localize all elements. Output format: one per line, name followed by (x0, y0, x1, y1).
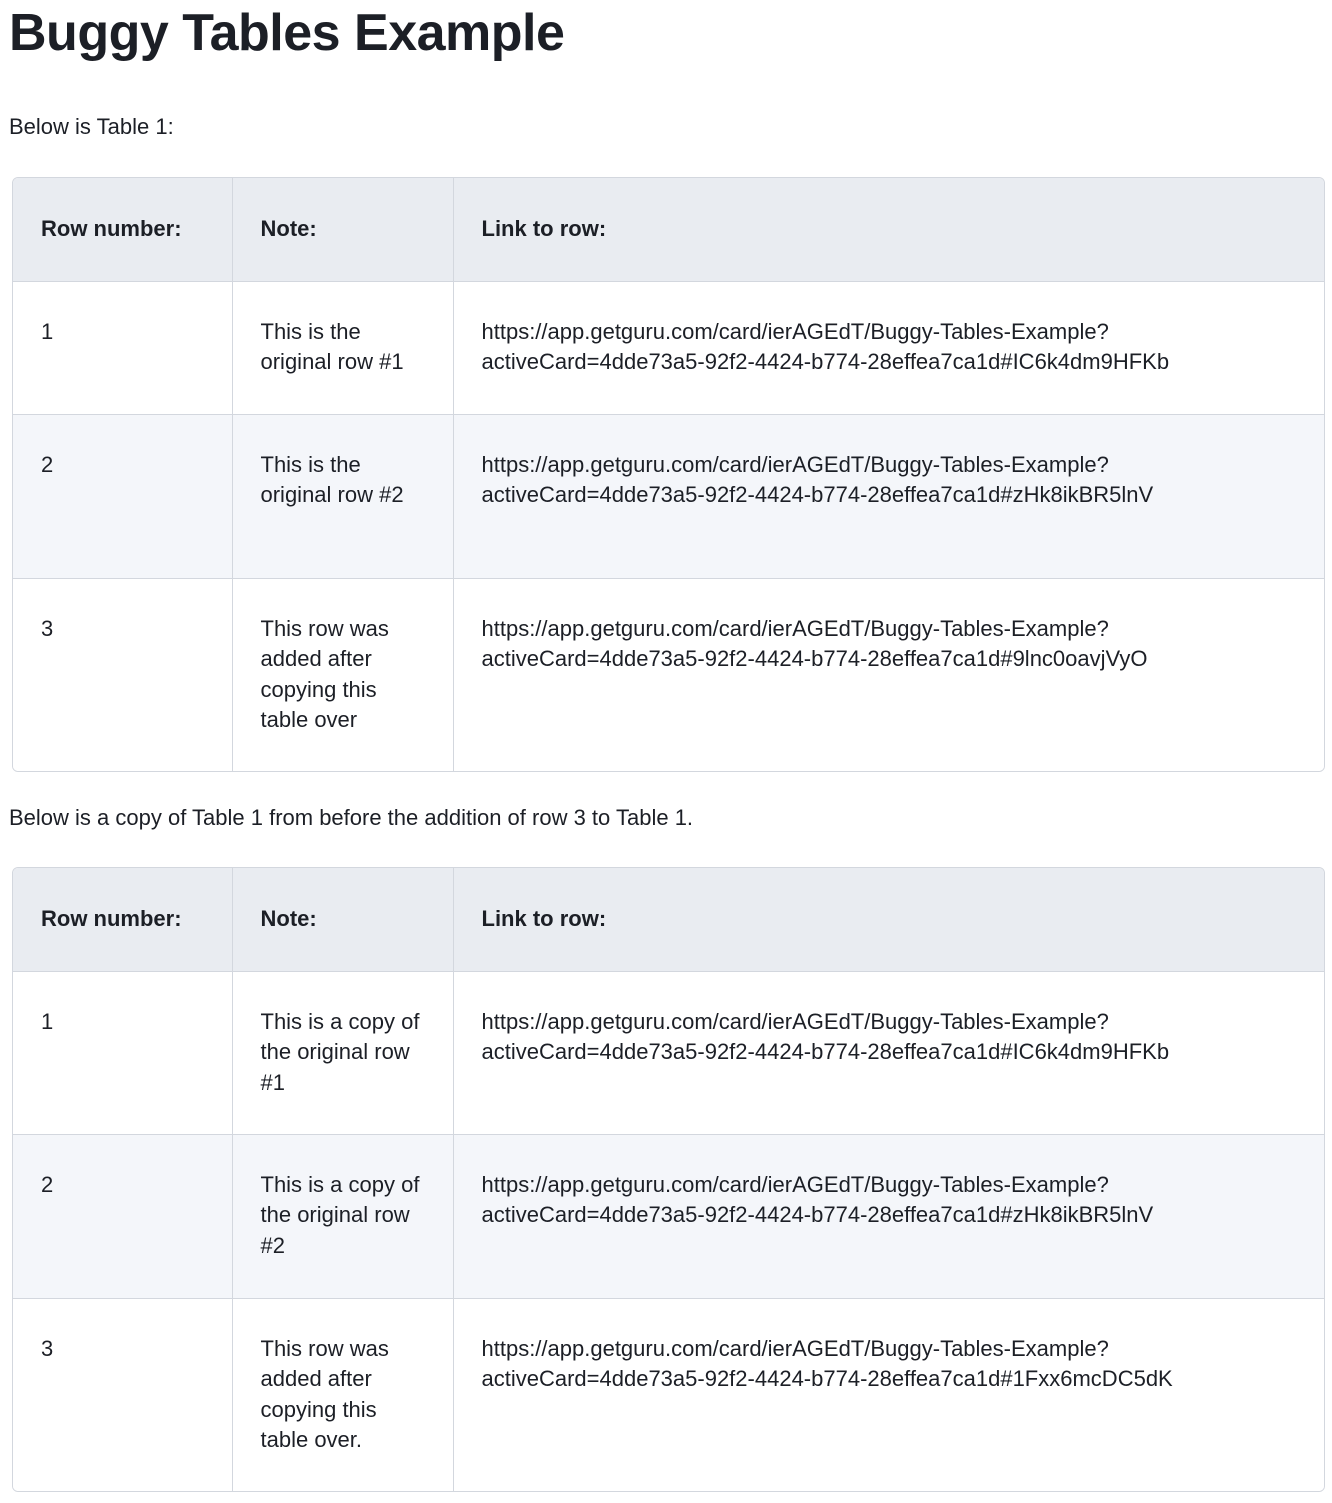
link-line[interactable]: https://app.getguru.com/card/ierAGEdT/Buggy-Tables-Example? (481, 318, 1109, 344)
header-note: Note: (232, 868, 453, 971)
table-1 (12, 177, 1325, 772)
link-line[interactable]: https://app.getguru.com/card/ierAGEdT/Buggy-Tables-Example? (481, 615, 1109, 641)
header-row-number: Row number: (13, 868, 232, 971)
cell-row-number: 2 (13, 414, 232, 578)
cell-link[interactable] (453, 1134, 1324, 1298)
cell-row-number: 2 (13, 1134, 232, 1298)
link-line[interactable]: activeCard=4dde73a5-92f2-4424-b774-28effea7ca1d#IC6k4dm9HFKb (481, 1039, 1170, 1064)
page-title: Buggy Tables Example (9, 4, 565, 62)
table1-intro: Below is Table 1: (9, 114, 174, 139)
cell-link[interactable] (453, 1298, 1324, 1491)
link-line[interactable]: https://app.getguru.com/card/ierAGEdT/Buggy-Tables-Example? (481, 451, 1109, 477)
cell-row-number: 1 (13, 971, 232, 1134)
link-line[interactable]: https://app.getguru.com/card/ierAGEdT/Buggy-Tables-Example? (481, 1008, 1109, 1034)
table-row (13, 414, 1324, 578)
cell-row-number: 1 (13, 281, 232, 414)
link-line[interactable]: activeCard=4dde73a5-92f2-4424-b774-28effea7ca1d#zHk8ikBR5lnV (481, 482, 1154, 507)
cell-row-number: 3 (13, 1298, 232, 1491)
link-line[interactable]: activeCard=4dde73a5-92f2-4424-b774-28effea7ca1d#1Fxx6mcDC5dK (481, 1366, 1173, 1391)
table-header-row (13, 178, 1324, 281)
link-line[interactable]: activeCard=4dde73a5-92f2-4424-b774-28effea7ca1d#9lnc0oavjVyO (481, 646, 1148, 671)
table-row (13, 281, 1324, 414)
cell-note: This row was added after copying this table over. (232, 1298, 453, 1491)
cell-note: This is the original row #2 (232, 414, 453, 578)
cell-link[interactable] (453, 578, 1324, 771)
header-note: Note: (232, 178, 453, 281)
table-row (13, 1298, 1324, 1491)
table-row (13, 971, 1324, 1134)
link-line[interactable]: activeCard=4dde73a5-92f2-4424-b774-28effea7ca1d#zHk8ikBR5lnV (481, 1202, 1154, 1227)
link-line[interactable]: https://app.getguru.com/card/ierAGEdT/Buggy-Tables-Example? (481, 1335, 1109, 1361)
link-line[interactable]: https://app.getguru.com/card/ierAGEdT/Buggy-Tables-Example? (481, 1171, 1109, 1197)
header-link: Link to row: (453, 178, 1324, 281)
cell-link[interactable] (453, 971, 1324, 1134)
table-row (13, 578, 1324, 771)
link-line[interactable]: activeCard=4dde73a5-92f2-4424-b774-28effea7ca1d#IC6k4dm9HFKb (481, 349, 1170, 374)
table-2 (12, 867, 1325, 1492)
cell-row-number: 3 (13, 578, 232, 771)
cell-note: This is a copy of the original row #2 (232, 1134, 453, 1298)
cell-note: This row was added after copying this table over (232, 578, 453, 771)
header-row-number: Row number: (13, 178, 232, 281)
header-link: Link to row: (453, 868, 1324, 971)
table-row (13, 1134, 1324, 1298)
cell-note: This is the original row #1 (232, 281, 453, 414)
table-header-row (13, 868, 1324, 971)
cell-note: This is a copy of the original row #1 (232, 971, 453, 1134)
cell-link[interactable] (453, 281, 1324, 414)
table2-intro: Below is a copy of Table 1 from before the addition of row 3 to Table 1. (9, 805, 694, 830)
cell-link[interactable] (453, 414, 1324, 578)
